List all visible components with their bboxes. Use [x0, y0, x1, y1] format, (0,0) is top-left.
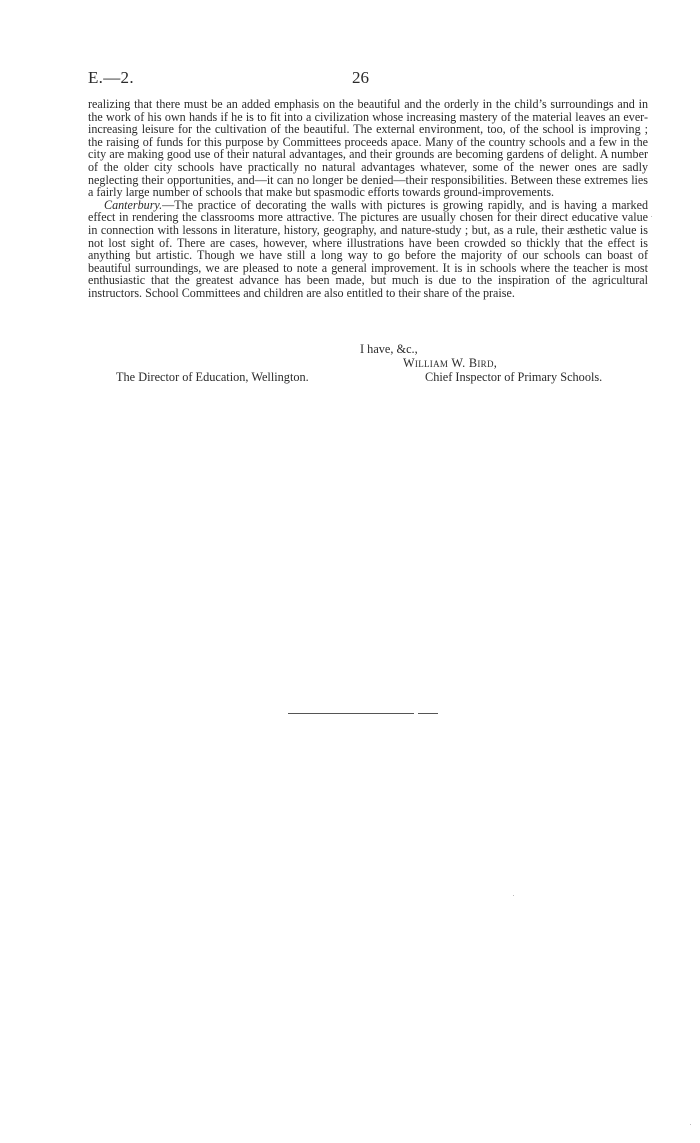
letter-closing: [88, 343, 648, 387]
signatory-title: Chief Inspector of Primary Schools.: [425, 370, 603, 384]
paragraph-grounds: realizing that there must be an added emphasis on the beautiful and the orderly in the child’s surroundings and in the work of his own hands if he is to fit into a civilization whose increasing mastery of the material leaves an ever-increasing leisure for the cultivation of the beautiful. The external environment, too, of the school is improving ; the raising of funds for this purpose by Committees proceeds apace. Many of the country schools and a few in the city are making good use of their natural advantages, and their grounds are becoming gardens of delight. A number of the older city schools have practically no natural advantages whatever, some of the newer ones are sadly neglecting their opportunities, and—it can no longer be denied—their responsibilities. Between these extremes lies a fairly large number of schools that make but spasmodic efforts towards ground-improvements.: [88, 97, 648, 200]
report-body: [88, 98, 648, 300]
section-divider-rule: [288, 713, 414, 714]
closing-greeting: I have, &c.,: [360, 342, 418, 356]
signatory-name: William W. Bird,: [403, 356, 498, 370]
page-number: 26: [352, 68, 369, 87]
scan-speck: [513, 895, 514, 896]
section-divider-rule-short: [418, 713, 438, 714]
scan-speck: [651, 216, 652, 217]
canterbury-text: —The practice of decorating the walls with pictures is growing rapidly, and is having a marked effect in rendering the classrooms more attractive. The pictures are usually chosen for their direct educative value in connection with lessons in literature, history, geography, and nature-study ; but, as a rule, their æsthetic value is not lost sight of. There are cases, however, where illustrations have been crowded so thickly that the effect is anything but artistic. Though we have still a long way to go before the majority of our schools can boast of beautiful surroundings, we are pleased to note a general improvement. It is in schools where the teacher is most enthusiastic that the greatest advance has been made, but much is due to the inspiration of the agricultural instructors. School Committees and children are also entitled to their share of the praise.: [88, 197, 648, 300]
scan-speck: [690, 1124, 691, 1125]
document-code: E.—2.: [88, 68, 134, 87]
canterbury-heading: Canterbury.: [104, 197, 163, 212]
page-header: [88, 68, 648, 90]
paragraph-canterbury: [88, 199, 648, 300]
addressee-line: The Director of Education, Wellington.: [116, 370, 309, 384]
